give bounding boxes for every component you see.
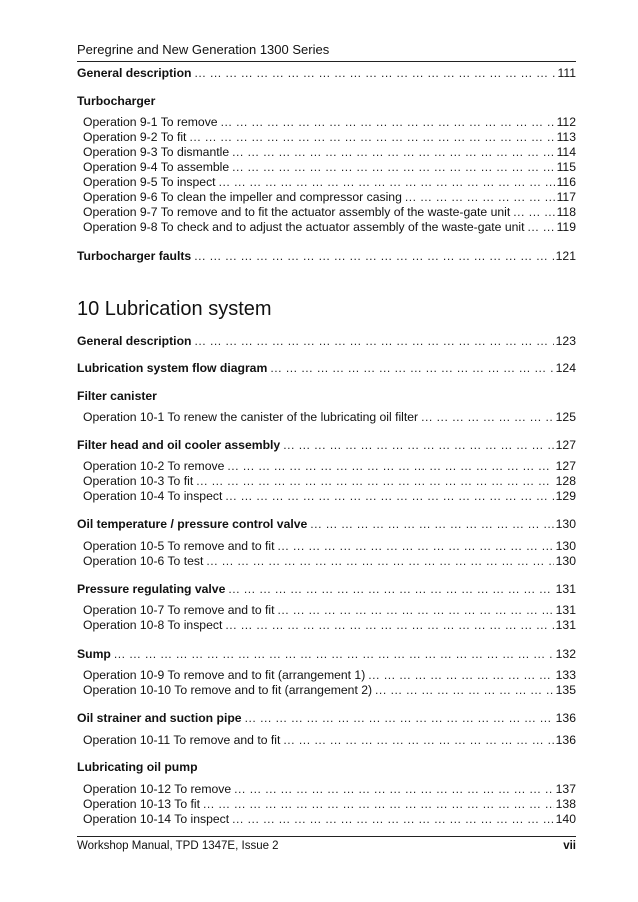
toc-operation-entry[interactable]	[77, 554, 576, 569]
toc-entry-label: Operation 10-1 To renew the canister of the lubricating oil filter	[83, 410, 419, 424]
toc-entry-label: Pressure regulating valve	[77, 582, 226, 596]
toc-entry-label: Operation 10-2 To remove	[83, 459, 225, 473]
toc-leader-dots	[232, 812, 554, 827]
toc-page-number: 130	[555, 539, 576, 553]
toc-leader-dots	[189, 130, 554, 145]
toc-leader-dots	[194, 334, 553, 349]
toc-entry-label: Operation 10-8 To inspect	[83, 618, 223, 632]
toc-page-number: 119	[556, 220, 576, 234]
toc-entry-label: Operation 10-4 To inspect	[83, 489, 223, 503]
toc-page-number: 114	[556, 145, 576, 159]
chapter-title: 10 Lubrication system	[77, 298, 272, 320]
toc-leader-dots	[278, 603, 554, 618]
toc-leader-dots	[270, 361, 553, 376]
toc-entry-label: Lubrication system flow diagram	[77, 361, 268, 375]
toc-entry-label: Oil temperature / pressure control valve	[77, 517, 308, 531]
toc-page-number: 113	[556, 130, 576, 144]
toc-operation-entry[interactable]	[77, 410, 576, 425]
toc-page-number: 133	[555, 668, 576, 682]
toc-page-number: 127	[555, 459, 576, 473]
toc-section-entry[interactable]	[77, 647, 576, 662]
footer-page-number: vii	[563, 840, 576, 852]
toc-entry-label: Operation 9-1 To remove	[83, 115, 218, 129]
toc-operation-entry[interactable]	[77, 220, 576, 235]
footer-divider	[77, 836, 576, 837]
toc-page-number: 112	[556, 115, 576, 129]
toc-operation-entry[interactable]	[77, 797, 576, 812]
toc-section-entry[interactable]	[77, 66, 576, 81]
toc-leader-dots	[234, 782, 554, 797]
toc-page-number: 131	[555, 582, 576, 596]
toc-entry-label: Operation 10-13 To fit	[83, 797, 200, 811]
toc-operation-entry[interactable]	[77, 489, 576, 504]
toc-page-number: 137	[555, 782, 576, 796]
toc-leader-dots	[225, 489, 553, 504]
toc-leader-dots	[196, 474, 553, 489]
toc-page-number: 136	[555, 711, 576, 725]
toc-operation-entry[interactable]	[77, 459, 576, 474]
toc-operation-entry[interactable]	[77, 205, 576, 220]
toc-page-number: 138	[555, 797, 576, 811]
toc-entry-label: Sump	[77, 647, 111, 661]
toc-entry-label: Operation 10-5 To remove and to fit	[83, 539, 275, 553]
toc-group-heading: Lubricating oil pump	[77, 760, 198, 774]
toc-entry-label: Operation 9-8 To check and to adjust the actuator assembly of the waste-gate unit	[83, 220, 525, 234]
toc-leader-dots	[219, 175, 555, 190]
toc-page-number: 116	[556, 175, 576, 189]
toc-group-heading: Filter canister	[77, 389, 157, 403]
toc-entry-label: General description	[77, 334, 192, 348]
toc-leader-dots	[206, 554, 553, 569]
footer-manual-reference: Workshop Manual, TPD 1347E, Issue 2	[77, 840, 279, 852]
toc-leader-dots	[225, 618, 553, 633]
toc-page-number: 130	[555, 517, 576, 531]
toc-entry-label: Operation 10-7 To remove and to fit	[83, 603, 275, 617]
toc-leader-dots	[232, 160, 554, 175]
toc-leader-dots	[283, 438, 553, 453]
toc-page-number: 132	[555, 647, 576, 661]
toc-leader-dots	[368, 668, 553, 683]
toc-entry-label: Turbocharger faults	[77, 249, 192, 263]
toc-leader-dots	[194, 249, 553, 264]
toc-page-number: 117	[556, 190, 576, 204]
toc-leader-dots	[232, 145, 554, 160]
toc-page-number: 128	[555, 474, 576, 488]
toc-section-entry[interactable]	[77, 438, 576, 453]
toc-page-number: 127	[555, 438, 576, 452]
toc-operation-entry[interactable]	[77, 115, 576, 130]
header-divider	[77, 61, 576, 62]
toc-entry-label: Operation 10-12 To remove	[83, 782, 232, 796]
toc-page-number: 115	[556, 160, 576, 174]
toc-section-entry[interactable]	[77, 582, 576, 597]
toc-operation-entry[interactable]	[77, 190, 576, 205]
toc-operation-entry[interactable]	[77, 160, 576, 175]
toc-page-number: 124	[555, 361, 576, 375]
toc-operation-entry[interactable]	[77, 683, 576, 698]
toc-entry-label: Operation 9-6 To clean the impeller and compressor casing	[83, 190, 402, 204]
toc-operation-entry[interactable]	[77, 175, 576, 190]
toc-entry-label: Operation 9-4 To assemble	[83, 160, 230, 174]
toc-leader-dots	[283, 733, 553, 748]
toc-leader-dots	[203, 797, 554, 812]
toc-leader-dots	[221, 115, 555, 130]
toc-page-number: 130	[555, 554, 576, 568]
toc-leader-dots	[245, 711, 554, 726]
toc-operation-entry[interactable]	[77, 668, 576, 683]
toc-operation-entry[interactable]	[77, 603, 576, 618]
toc-section-entry[interactable]	[77, 334, 576, 349]
toc-entry-label: Operation 10-9 To remove and to fit (arrangement 1)	[83, 668, 366, 682]
toc-leader-dots	[194, 66, 555, 81]
toc-entry-label: Operation 9-3 To dismantle	[83, 145, 230, 159]
toc-entry-label: Operation 9-7 To remove and to fit the actuator assembly of the waste-gate unit	[83, 205, 511, 219]
toc-entry-label: Operation 10-10 To remove and to fit (arrangement 2)	[83, 683, 373, 697]
toc-entry-label: Operation 10-6 To test	[83, 554, 204, 568]
toc-page-number: 121	[555, 249, 576, 263]
toc-page-number: 131	[555, 618, 576, 632]
toc-leader-dots	[310, 517, 553, 532]
toc-leader-dots	[227, 459, 553, 474]
toc-operation-entry[interactable]	[77, 618, 576, 633]
toc-operation-entry[interactable]	[77, 539, 576, 554]
toc-leader-dots	[528, 220, 555, 235]
toc-operation-entry[interactable]	[77, 130, 576, 145]
toc-group-heading: Turbocharger	[77, 94, 156, 108]
toc-page-number: 123	[555, 334, 576, 348]
toc-entry-label: Operation 10-11 To remove and to fit	[83, 733, 281, 747]
toc-entry-label: Operation 10-14 To inspect	[83, 812, 230, 826]
toc-operation-entry[interactable]	[77, 474, 576, 489]
toc-entry-label: Operation 9-2 To fit	[83, 130, 187, 144]
toc-section-entry[interactable]	[77, 249, 576, 264]
toc-page-number: 118	[556, 205, 576, 219]
toc-entry-label: Oil strainer and suction pipe	[77, 711, 242, 725]
toc-leader-dots	[278, 539, 554, 554]
toc-section-entry[interactable]	[77, 711, 576, 726]
toc-section-entry[interactable]	[77, 361, 576, 376]
toc-page-number: 135	[555, 683, 576, 697]
toc-page-number: 111	[557, 66, 576, 80]
toc-operation-entry[interactable]	[77, 145, 576, 160]
toc-page-number: 129	[555, 489, 576, 503]
toc-page-number: 140	[555, 812, 576, 826]
toc-page-number: 136	[555, 733, 576, 747]
toc-entry-label: Operation 9-5 To inspect	[83, 175, 216, 189]
toc-operation-entry[interactable]	[77, 782, 576, 797]
page-header-title: Peregrine and New Generation 1300 Series	[77, 42, 330, 57]
toc-leader-dots	[513, 205, 554, 220]
toc-section-entry[interactable]	[77, 517, 576, 532]
toc-page-number: 131	[555, 603, 576, 617]
toc-leader-dots	[405, 190, 555, 205]
toc-entry-label: Filter head and oil cooler assembly	[77, 438, 281, 452]
toc-leader-dots	[421, 410, 554, 425]
toc-page-number: 125	[555, 410, 576, 424]
toc-leader-dots	[375, 683, 554, 698]
toc-leader-dots	[114, 647, 554, 662]
toc-leader-dots	[228, 582, 553, 597]
toc-operation-entry[interactable]	[77, 812, 576, 827]
toc-entry-label: Operation 10-3 To fit	[83, 474, 194, 488]
toc-operation-entry[interactable]	[77, 733, 576, 748]
toc-entry-label: General description	[77, 66, 192, 80]
